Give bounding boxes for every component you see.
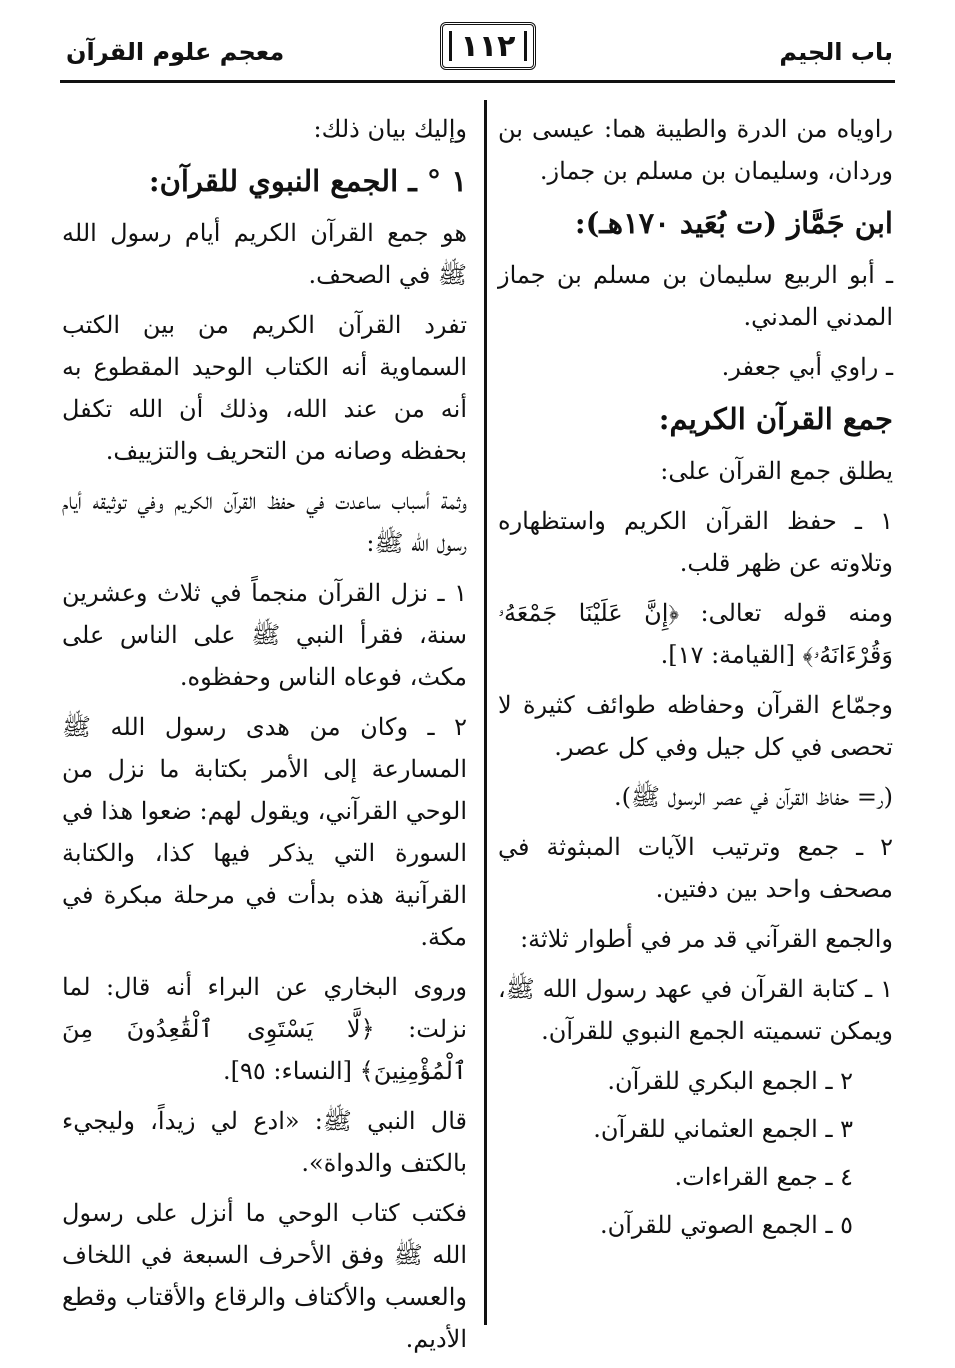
entry-heading: جمع القرآن الكريم: <box>658 402 893 436</box>
column-divider <box>484 100 487 1325</box>
paragraph: يطلق جمع القرآن على: <box>660 457 893 485</box>
paragraph: ١ ـ نزل القرآن منجماً في ثلاث وعشرين سنة، فقرأ النبي ﷺ على الناس على مكث، فوعاه الناس وحفظوه. <box>62 579 467 691</box>
entry-heading: ابن جَمَّاز (ت بُعَيد ١٧٠هـ): <box>574 206 893 240</box>
list-item: ٤ ـ جمع القراءات. <box>674 1163 853 1191</box>
right-column <box>498 108 893 1252</box>
page-header <box>0 0 955 90</box>
paragraph: ١ ـ كتابة القرآن في عهد رسول الله ﷺ، ويمكن تسميته الجمع النبوي للقرآن. <box>498 975 893 1045</box>
paragraph: راوياه من الدرة والطيبة هما: عيسى بن وردان، وسليمان بن مسلم بن جماز. <box>498 115 893 185</box>
section-heading: ١ ° ـ الجمع النبوي للقرآن: <box>148 164 467 198</box>
paragraph: وثمة أسباب ساعدت في حفظ القرآن الكريم وفي توثيقه أيام رسول الله ﷺ: <box>62 487 467 557</box>
page-number: ١١٢ <box>440 22 536 70</box>
paragraph: وإليك بيان ذلك: <box>313 115 467 143</box>
paragraph: ١ ـ حفظ القرآن الكريم واستظهاره وتلاوته عن ظهر قلب. <box>498 507 893 577</box>
book-title: معجم علوم القرآن <box>66 38 285 66</box>
paragraph: فكتب كتاب الوحي ما أنزل على رسول الله ﷺ وفق الأحرف السبعة في اللخاف والعسب والأكتاف والرقاع والأقتاب وقطع الأديم. <box>62 1199 467 1353</box>
header-rule <box>60 80 895 83</box>
paragraph: وروى البخاري عن البراء أنه قال: لما نزلت: ﴿لَّا يَسْتَوِى ٱلْقَٰعِدُونَ مِنَ ٱلْمُؤْمِنِينَ﴾ [النساء: ٩٥]. <box>62 973 467 1085</box>
section-title: باب الجيم <box>779 38 893 66</box>
paragraph: والجمع القرآني قد مر في أطوار ثلاثة: <box>520 925 893 953</box>
list-item: ٢ ـ الجمع البكري للقرآن. <box>607 1067 853 1095</box>
paragraph: تفرد القرآن الكريم من بين الكتب السماوية أنه الكتاب الوحيد المقطوع به أنه من عند الله، وذلك أن الله تكفل بحفظه وصانه من التحريف والتزييف. <box>62 311 467 465</box>
paragraph: ٢ ـ وكان من هدى رسول الله ﷺ المسارعة إلى الأمر بكتابة ما نزل من الوحي القرآني، ويقول لهم: ضعوا هذا في السورة التي يذكر فيها كذا، والكتابة القرآنية هذه بدأت في مرحلة مبكرة في مكة. <box>62 713 467 951</box>
paragraph: هو جمع القرآن الكريم أيام رسول الله ﷺ في الصحف. <box>62 219 467 289</box>
paragraph: وجمّاع القرآن وحفاظه طوائف كثيرة لا تحصى في كل جيل وفي كل عصر. <box>498 691 893 761</box>
paragraph: ومنه قوله تعالى: ﴿إِنَّ عَلَيْنَا جَمْعَهُۥ وَقُرْءَانَهُۥ﴾ [القيامة: ١٧]. <box>498 599 893 669</box>
paragraph: ـ أبو الربيع سليمان بن مسلم بن جماز المدني المدني. <box>498 261 893 331</box>
left-column <box>62 108 467 1368</box>
paragraph: ـ راوي أبي جعفر. <box>721 353 893 381</box>
list-item: ٥ ـ الجمع الصوتي للقرآن. <box>600 1211 853 1239</box>
paragraph: ٢ ـ جمع وترتيب الآيات المبثوثة في مصحف واحد بين دفتين. <box>498 833 893 903</box>
list-item: ٣ ـ الجمع العثماني للقرآن. <box>593 1115 853 1143</box>
paragraph: (ر= حفاظ القرآن في عصر الرسول ﷺ). <box>613 783 893 811</box>
paragraph: قال النبي ﷺ: «ادع لي زيداً، وليجيء بالكتف والدواة». <box>62 1107 467 1177</box>
